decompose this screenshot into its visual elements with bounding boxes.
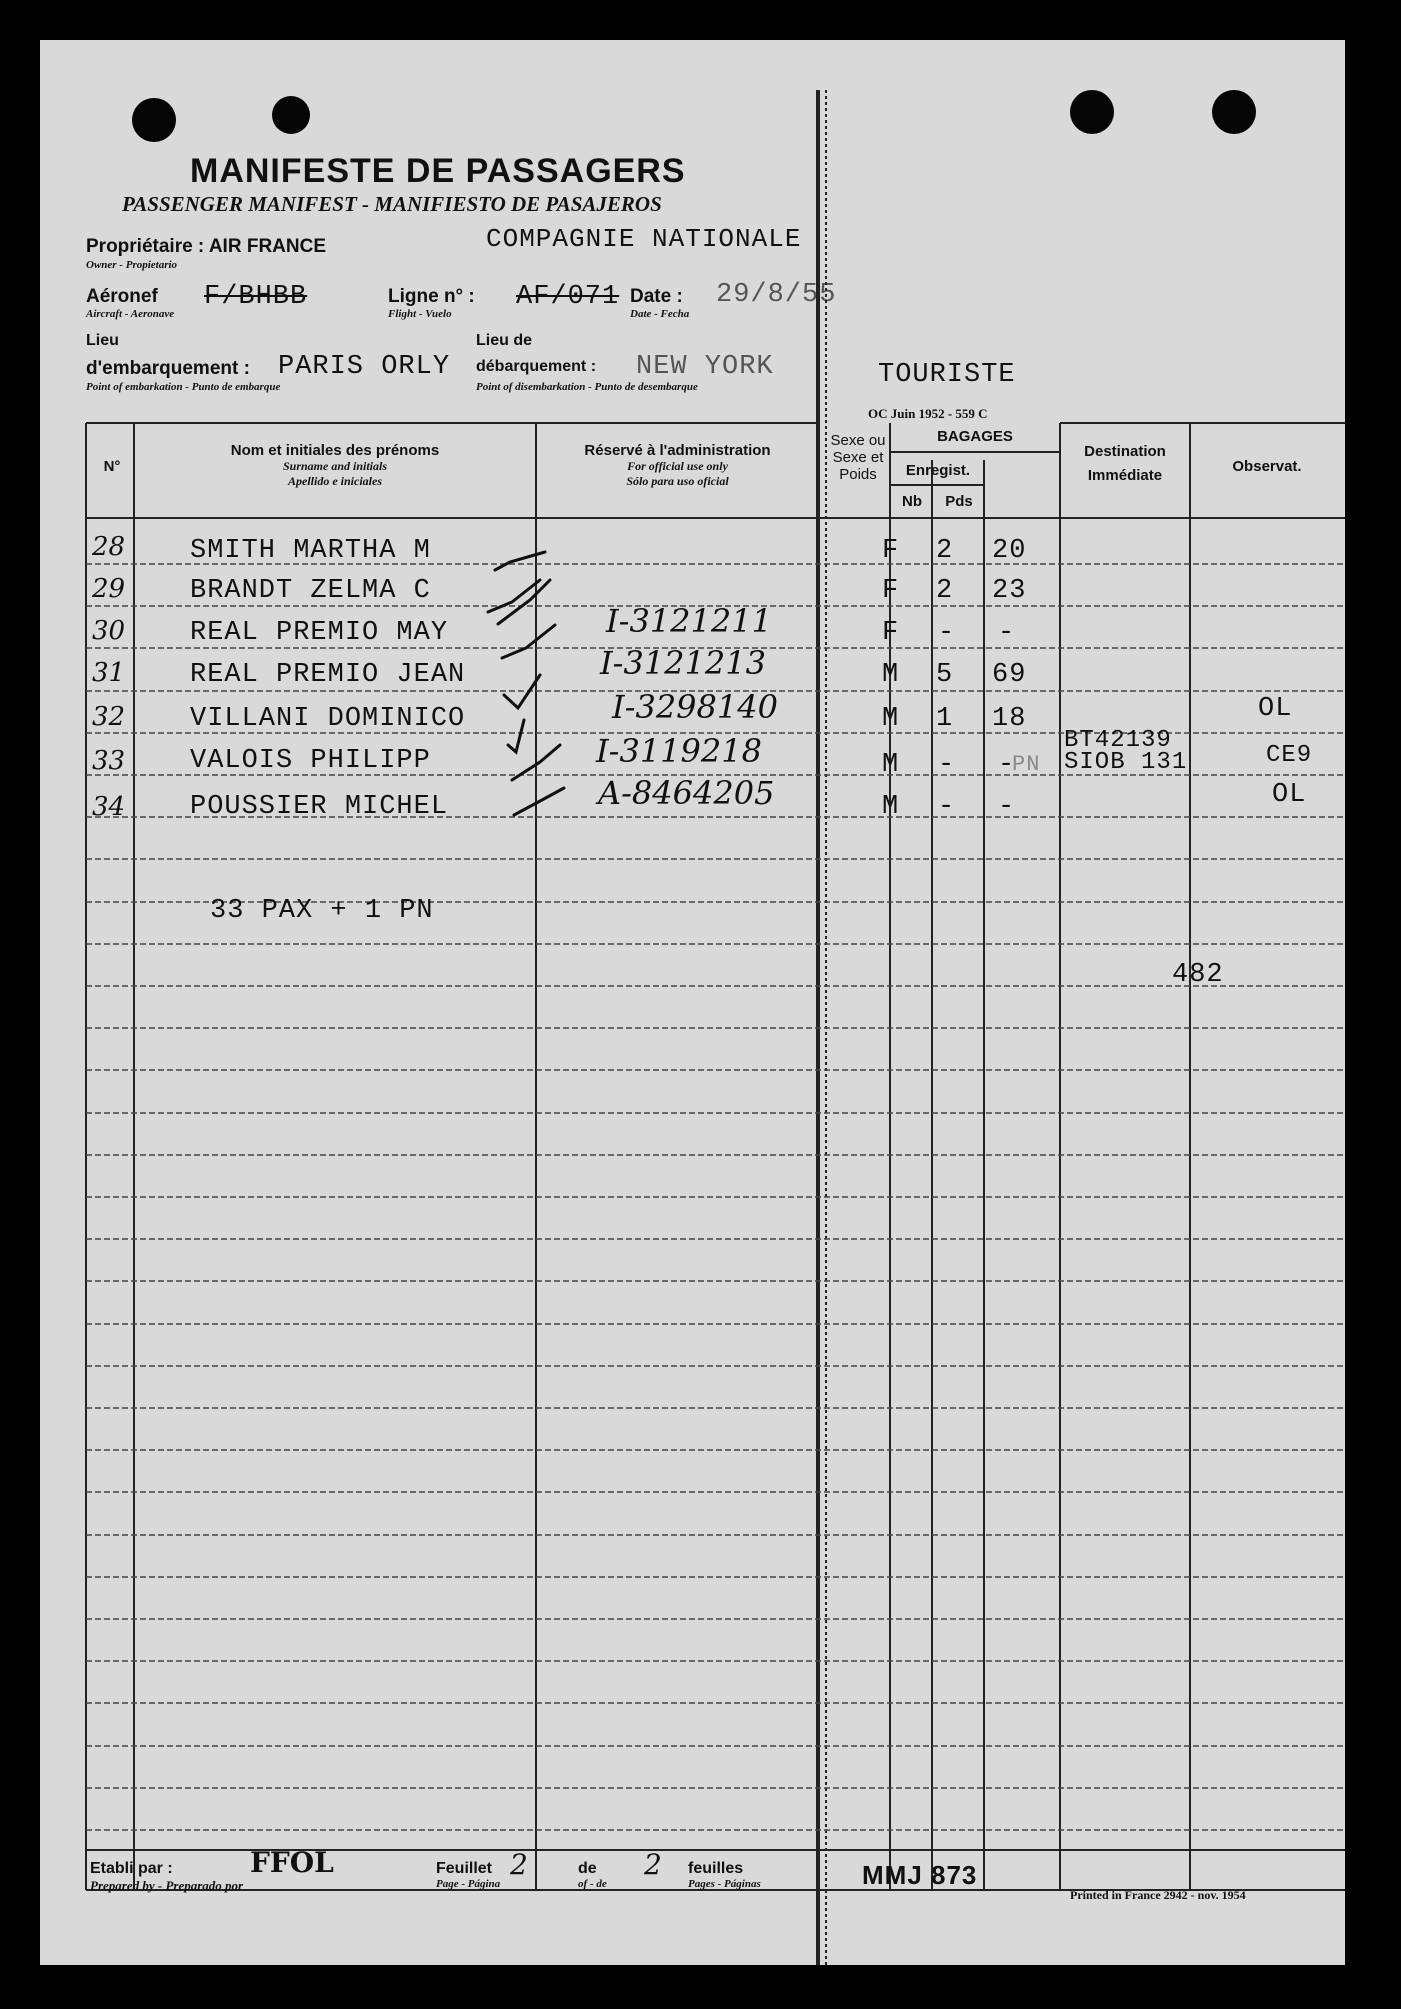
- baggage-count: 1: [936, 704, 954, 734]
- baggage-count: 2: [936, 536, 954, 566]
- pages-label: feuilles: [688, 1860, 744, 1877]
- baggage-count: -: [938, 618, 956, 648]
- flight-sub: Flight - Vuelo: [388, 308, 452, 320]
- baggage-weight: -: [998, 618, 1016, 648]
- prepared-label: Etabli par :: [90, 1860, 173, 1877]
- disembark-label-2: débarquement :: [476, 358, 597, 375]
- col-header-pds: Pds: [945, 493, 973, 510]
- passenger-ticket: I-3121213: [600, 644, 766, 682]
- passenger-name: VILLANI DOMINICO: [190, 704, 466, 734]
- row-number: 28: [92, 532, 126, 562]
- baggage-weight: 23: [992, 576, 1027, 606]
- owner-sub: Owner - Propietario: [86, 259, 178, 271]
- baggage-weight: 18: [992, 704, 1027, 734]
- owner-label: Propriétaire : AIR FRANCE: [86, 236, 326, 257]
- col-header-admin-es: Sólo para uso oficial: [626, 474, 729, 488]
- col-header-name-es: Apellido e iniciales: [288, 474, 382, 488]
- row-number: 34: [92, 792, 126, 822]
- passenger-ticket: A-8464205: [598, 774, 775, 812]
- col-header-bagages: BAGAGES: [937, 428, 1013, 445]
- prepared-sub: Prepared by - Preparado por: [90, 1878, 244, 1893]
- row-number: 31: [92, 658, 126, 688]
- destination: BT42139 SIOB 131: [1064, 727, 1188, 776]
- sheet-value: 2: [510, 1848, 528, 1881]
- passenger-sex: M: [882, 704, 900, 734]
- flight-label: Ligne n° :: [388, 286, 475, 307]
- manifest-sheet: [40, 40, 1345, 1965]
- row-number: 33: [92, 746, 126, 776]
- embark-label-1: Lieu: [86, 332, 119, 349]
- passenger-name: REAL PREMIO MAY: [190, 618, 449, 648]
- baggage-count: -: [938, 750, 956, 780]
- owner-value: COMPAGNIE NATIONALE: [486, 224, 802, 254]
- of-sub: of - de: [578, 1878, 607, 1890]
- manifest-title: MANIFESTE DE PASSAGERS: [190, 152, 686, 190]
- row-number: 32: [92, 702, 126, 732]
- passenger-name: VALOIS PHILIPP: [190, 746, 431, 776]
- form-ref: OC Juin 1952 - 559 C: [868, 406, 988, 421]
- embark-value: PARIS ORLY: [278, 352, 451, 382]
- baggage-weight: -: [998, 750, 1016, 780]
- col-header-admin: [540, 442, 815, 489]
- baggage-weight: -: [998, 792, 1016, 822]
- disembark-value: NEW YORK: [636, 352, 774, 382]
- pages-sub: Pages - Páginas: [688, 1878, 761, 1890]
- row-number: 30: [92, 616, 126, 646]
- totals-text: 33 PAX + 1 PN: [210, 896, 434, 926]
- passenger-sex: F: [882, 618, 900, 648]
- date-value: 29/8/55: [716, 280, 837, 310]
- baggage-count: 2: [936, 576, 954, 606]
- col-header-name: [140, 442, 530, 489]
- passenger-name: REAL PREMIO JEAN: [190, 660, 466, 690]
- printed-note: Printed in France 2942 - nov. 1954: [1070, 1888, 1246, 1902]
- col-header-sex: Sexe ou Sexe et Poids: [830, 432, 886, 483]
- col-header-admin-en: For official use only: [627, 459, 728, 473]
- observation: CE9: [1266, 742, 1313, 769]
- baggage-count: -: [938, 792, 956, 822]
- col-header-admin-fr: Réservé à l'administration: [584, 442, 771, 459]
- passenger-sex: M: [882, 792, 900, 822]
- date-label: Date :: [630, 286, 683, 307]
- disembark-sub: Point of disembarkation - Punto de desembarque: [476, 381, 698, 393]
- sheet-sub: Page - Página: [436, 1878, 501, 1890]
- col-header-name-fr: Nom et initiales des prénoms: [230, 442, 440, 459]
- row-number: 29: [92, 574, 126, 604]
- passenger-name: BRANDT ZELMA C: [190, 576, 431, 606]
- flight-value: AF/071: [516, 282, 620, 312]
- prepared-value: FFOL: [250, 1846, 334, 1879]
- passenger-ticket: I-3121211: [606, 602, 772, 640]
- observation: OL: [1272, 780, 1307, 810]
- baggage-count: 5: [936, 660, 954, 690]
- pn-mark: PN: [1012, 752, 1041, 777]
- aircraft-label: Aéronef: [86, 286, 158, 307]
- passenger-ticket: I-3298140: [612, 688, 778, 726]
- of-label: de: [578, 1860, 597, 1877]
- of-value: 2: [644, 1848, 662, 1881]
- passenger-sex: M: [882, 660, 900, 690]
- weight-total: 482: [1172, 960, 1224, 990]
- embark-label-2: d'embarquement :: [86, 358, 250, 379]
- col-header-dest: Destination Immédiate: [1084, 443, 1166, 484]
- passenger-sex: F: [882, 536, 900, 566]
- baggage-weight: 69: [992, 660, 1027, 690]
- observation: OL: [1258, 694, 1293, 724]
- baggage-weight: 20: [992, 536, 1027, 566]
- table-grid: [40, 40, 1345, 1965]
- date-sub: Date - Fecha: [630, 308, 690, 320]
- passenger-sex: F: [882, 576, 900, 606]
- aircraft-sub: Aircraft - Aeronave: [86, 308, 175, 320]
- footer-ref: MMJ 873: [862, 1860, 978, 1890]
- manifest-subtitle: PASSENGER MANIFEST - MANIFIESTO DE PASAJEROS: [122, 192, 662, 216]
- passenger-ticket: I-3119218: [596, 732, 762, 770]
- embark-sub: Point of embarkation - Punto de embarque: [86, 381, 281, 393]
- passenger-name: POUSSIER MICHEL: [190, 792, 449, 822]
- disembark-label-1: Lieu de: [476, 332, 533, 349]
- passenger-sex: M: [882, 750, 900, 780]
- col-header-obs: Observat.: [1232, 458, 1302, 475]
- aircraft-value: F/BHBB: [204, 282, 308, 312]
- col-header-no: N°: [103, 458, 121, 475]
- col-header-nb: Nb: [902, 493, 922, 510]
- passenger-name: SMITH MARTHA M: [190, 536, 431, 566]
- col-header-enreg: Enregist.: [905, 462, 971, 479]
- col-header-name-en: Surname and initials: [282, 459, 388, 473]
- sheet-label: Feuillet: [436, 1860, 493, 1877]
- class-value: TOURISTE: [878, 360, 1016, 390]
